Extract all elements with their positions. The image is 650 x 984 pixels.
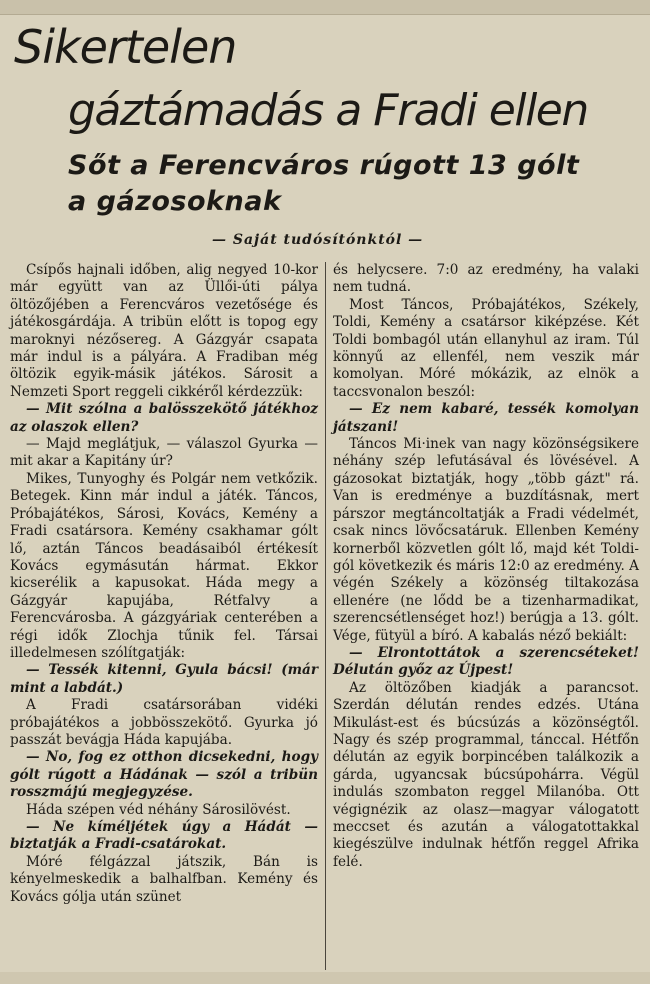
paragraph: Móré félgázzal játszik, Bán is kényelmeskedik a balhalfban. Kemény és Kovács gólja után szünet [10, 853, 318, 905]
quote-paragraph: — No, fog ez otthon dicsekedni, hogy gólt rúgott a Hádának — szól a tribün rosszmájú megjegyzése. [10, 749, 318, 801]
headline-line-2: gáztámadás a Fradi ellen [68, 85, 588, 136]
paragraph: — Majd meglátjuk, — válaszol Gyurka — mit akar a Kapitány úr? [10, 436, 318, 470]
quote-paragraph: — Ez nem kabaré, tessék komolyan játszani! [333, 401, 639, 435]
paragraph: Mikes, Tunyoghy és Polgár nem vetkőzik. Betegek. Kinn már indul a játék. Táncos, Próbajátékos, Sárosi, Kovács, Kemény a Fradi csatársora. Kemény csakhamar gólt lő, aztán Táncos beadásaiból értékesít Kovács egymásután hármat. Ekkor kicserélik a kapusokat. Háda megy a Gázgyár kapujába, Rétfalvy a Ferencvárosba. A gázgyáriak centerében a régi idők Zlochja tűnik fel. Társai illedelmesen szólítgatják: [10, 470, 318, 661]
headline-line-1: Sikertelen [14, 20, 237, 74]
quote-paragraph: — Tessék kitenni, Gyula bácsi! (már mint a labdát.) [10, 662, 318, 696]
bottom-torn-strip [0, 972, 650, 984]
subheadline-line-1: Sőt a Ferencváros rúgott 13 gólt [68, 150, 580, 181]
article-column-right [333, 262, 639, 871]
paragraph: Most Táncos, Próbajátékos, Székely, Toldi, Kemény a csatársor kiképzése. Két Toldi bombagól után ellanyhul az iram. Túl könnyű az ellenfél, nem veszik már komolyan. Móré mókázik, az elnök a taccsvonalon beszól: [333, 296, 639, 400]
subheadline-line-2: a gázosoknak [68, 186, 282, 217]
byline: — Saját tudósítónktól — [212, 232, 424, 248]
article-column-left [10, 262, 318, 906]
paragraph: A Fradi csatársorában vidéki próbajátékos a jobbösszekötő. Gyurka jó passzát bevágja Háda kapujába. [10, 697, 318, 748]
top-torn-strip [0, 0, 650, 15]
paragraph: Táncos Mi·inek van nagy közönségsikere néhány szép lefutásával és lövésével. A gázosokat biztatják, hogy „több gázt" rá. Van is eredménye a buzdításnak, mert párszor megtáncoltatják a Fradi védelmét, csak nincs lövőcsatáruk. Ellenben Kemény kornerből közvetlen gólt lő, majd két Toldi-gól következik és máris 12:0 az eredmény. A végén Székely a közönség tiltakozása ellenére (ne lődd be a tizenharmadikat, szerencsétlenséget hoz!) berúgja a 13. gólt. Vége, fütyül a bíró. A kabalás néző bekiált: [333, 436, 639, 644]
column-divider [325, 262, 326, 970]
paragraph: Háda szépen véd néhány Sárosilövést. [26, 801, 291, 818]
quote-paragraph: — Elrontottátok a szerencséteket! Délután győz az Újpest! [333, 644, 639, 679]
paragraph: Csípős hajnali időben, alig negyed 10-kor már együtt van az Üllői-úti pálya öltözőjében a Ferencváros vezetősége és játékosgárdája. A tribün előtt is topog egy maroknyi nézősereg. A Gázgyár csapata már indul is a pályára. A Fradiban még öltözik egyik-másik játékos. Sárosit a Nemzeti Sport reggeli cikkéről kérdezzük: [10, 262, 318, 400]
quote-paragraph: — Ne kíméljétek úgy a Hádát — biztatják a Fradi-csatárokat. [10, 819, 318, 853]
paragraph: Az öltözőben kiadják a parancsot. Szerdán délután rendes edzés. Utána Mikulást-est és búcsúzás a közönségtől. Nagy és szép programmal, tánccal. Hétfőn délután az egyik borpincében találkozik a gárda, ugyancsak búcsúpohárra. Végül indulás szombaton reggel Milanóba. Ott végignézik az olasz—magyar válogatott meccset és azután a válogatottakkal kiegészülve indulnak hétfőn reggel Afrika felé. [333, 679, 639, 870]
quote-paragraph: — Mit szólna a balösszekötő játékhoz az olaszok ellen? [10, 401, 318, 435]
paragraph: és helycsere. 7:0 az eredmény, ha valaki nem tudná. [333, 262, 639, 296]
